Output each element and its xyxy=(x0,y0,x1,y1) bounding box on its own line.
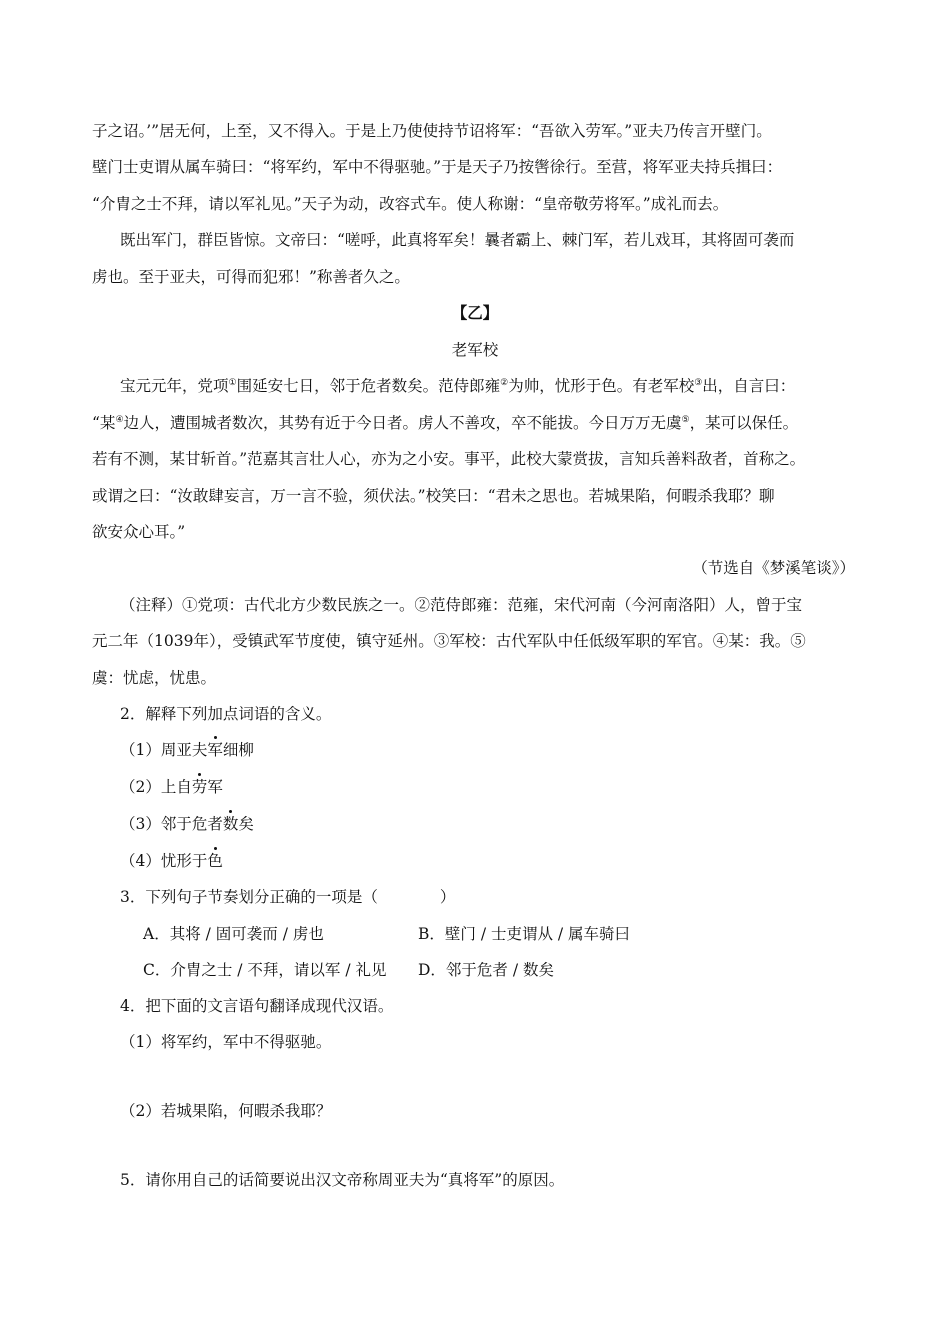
dotted-word: 军 xyxy=(207,741,223,759)
q4-stem: 4．把下面的文言语句翻译成现代汉语。 xyxy=(120,997,394,1015)
yi-line-2-a: “某 xyxy=(92,414,116,432)
yi-line-1-b: 围延安七日，邻于危者数矣。范侍郎雍 xyxy=(236,377,501,395)
q2-item-3 xyxy=(120,814,254,834)
source-citation: （节选自《梦溪笔谈》） xyxy=(692,559,855,577)
note-ref-3: ③ xyxy=(694,378,703,388)
note-ref-4: ④ xyxy=(115,415,124,425)
note-ref-5: ⑤ xyxy=(681,415,690,425)
q2-item-3-pre: （3）邻于危者 xyxy=(120,815,223,833)
jia-line-4: 既出军门，群臣皆惊。文帝曰：“嗟呼，此真将军矣！曩者霸上、棘门军，若儿戏耳，其将固可袭而 xyxy=(120,231,795,249)
yi-line-5: 欲安众心耳。” xyxy=(92,523,186,541)
yi-line-1-c: 为帅，忧形于色。有老军校 xyxy=(508,377,695,395)
q3-option-b: B．壁门 / 士吏谓从 / 属车骑曰 xyxy=(418,925,631,943)
yi-line-3: 若有不测，某甘斩首。”范嘉其言壮人心，亦为之小安。事平，此校大蒙赏拔，言知兵善料敌者，首称之。 xyxy=(92,450,806,468)
notes-line-2: 元二年（1039年），受镇武军节度使，镇守延州。③军校：古代军队中任低级军职的军官。④某：我。⑤ xyxy=(92,632,806,650)
notes-line-3: 虞：忧虑，忧患。 xyxy=(92,669,217,687)
q4-item-2: （2）若城果陷，何暇杀我耶？ xyxy=(120,1102,332,1120)
q3-option-d: D．邻于危者 / 数矣 xyxy=(418,961,555,979)
yi-title: 老军校 xyxy=(451,341,499,359)
q2-item-1 xyxy=(120,740,254,760)
note-ref-2: ② xyxy=(500,378,509,388)
q2-item-2 xyxy=(120,777,223,797)
dotted-word: 劳 xyxy=(191,778,208,796)
note-ref-1: ① xyxy=(228,378,237,388)
yi-line-1 xyxy=(120,376,795,396)
yi-line-1-d: 出，自言曰： xyxy=(702,377,796,395)
q2-item-1-pre: （1）周亚夫 xyxy=(120,741,208,759)
yi-line-1-a: 宝元元年，党项 xyxy=(120,377,229,395)
jia-line-2: 壁门士吏谓从属车骑曰：“将军约，军中不得驱驰。”于是天子乃按辔徐行。至营，将军亚夫持兵揖曰： xyxy=(92,158,783,176)
yi-line-2-b: 边人，遭围城者数次，其势有近于今日者。虏人不善攻，卒不能拔。今日万万无虞 xyxy=(123,414,682,432)
yi-line-2 xyxy=(92,413,798,433)
q2-stem: 2．解释下列加点词语的含义。 xyxy=(120,705,332,723)
q2-item-3-post: 矣 xyxy=(238,815,254,833)
jia-line-1: 子之诏。’”居无何，上至，又不得入。于是上乃使使持节诏将军：“吾欲入劳军。”亚夫乃传言开壁门。 xyxy=(92,122,772,140)
q2-item-4-pre: （4）忧形于 xyxy=(120,852,208,870)
q3-option-c: C．介胄之士 / 不拜，请以军 / 礼见 xyxy=(143,961,387,979)
jia-line-3: “介胄之士不拜，请以军礼见。”天子为动，改容式车。使人称谢：“皇帝敬劳将军。”成礼而去。 xyxy=(92,195,729,213)
q5-stem: 5．请你用自己的话简要说出汉文帝称周亚夫为“真将军”的原因。 xyxy=(120,1171,565,1189)
yi-label: 【乙】 xyxy=(451,303,499,322)
dotted-word: 数 xyxy=(222,815,239,833)
q2-item-4 xyxy=(120,851,223,871)
notes-line-1: （注释）①党项：古代北方少数民族之一。②范侍郎雍：范雍，宋代河南（今河南洛阳）人，曾于宝 xyxy=(120,596,803,614)
q2-item-2-pre: （2）上自 xyxy=(120,778,192,796)
q2-item-2-post: 军 xyxy=(207,778,223,796)
yi-line-2-c: ，某可以保任。 xyxy=(689,414,799,432)
q3-stem: 3．下列句子节奏划分正确的一项是（ ） xyxy=(120,888,456,906)
q3-option-a: A．其将 / 固可袭而 / 虏也 xyxy=(143,925,324,943)
jia-line-5: 虏也。至于亚夫，可得而犯邪！”称善者久之。 xyxy=(92,268,410,286)
q2-item-1-post: 细柳 xyxy=(222,741,254,759)
yi-line-4: 或谓之曰：“汝敢肆妄言，万一言不验，须伏法。”校笑曰：“君未之思也。若城果陷，何暇杀我耶？聊 xyxy=(92,487,775,505)
q4-item-1: （1）将军约，军中不得驱驰。 xyxy=(120,1033,332,1051)
dotted-word: 色 xyxy=(207,852,223,870)
